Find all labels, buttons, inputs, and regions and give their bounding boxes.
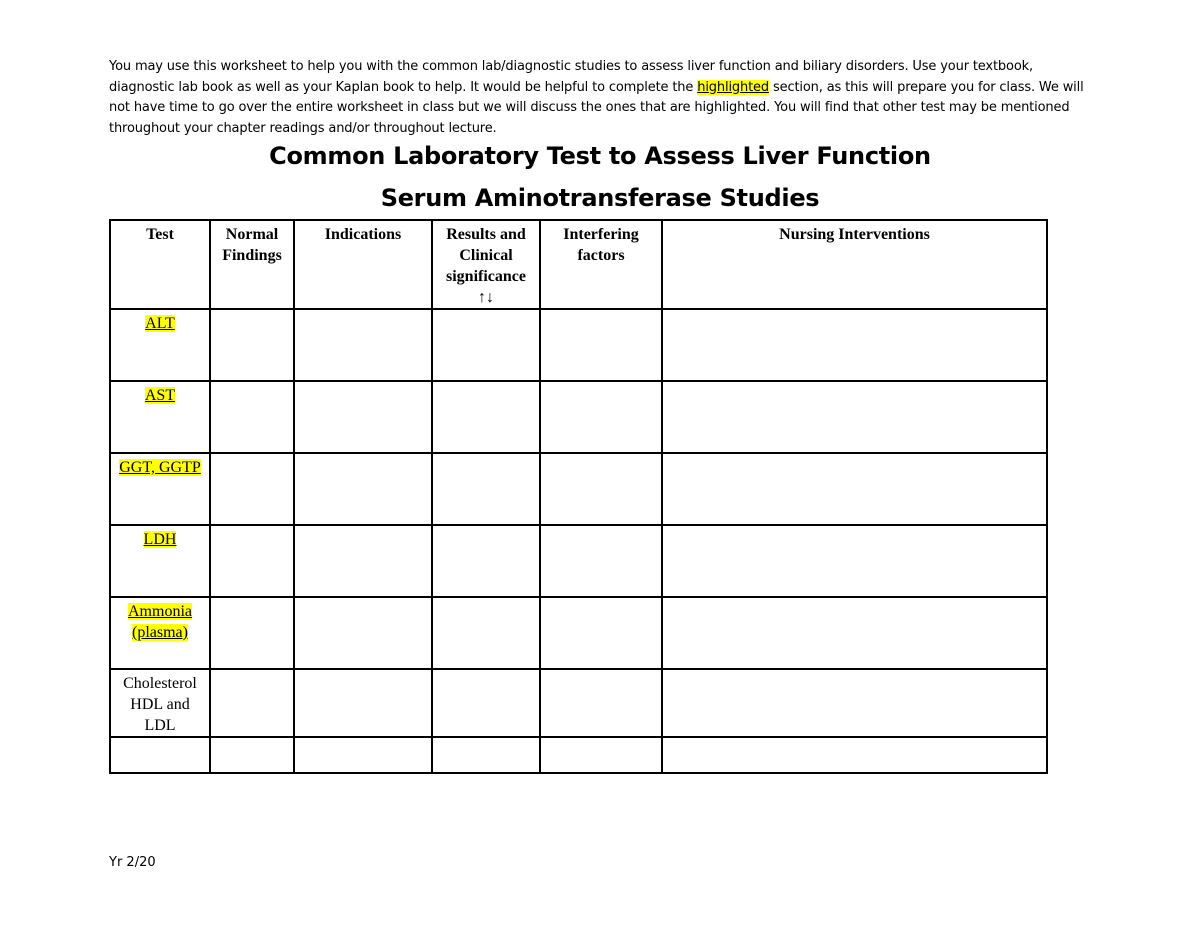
test-name: GGT, GGTP <box>119 459 201 476</box>
test-cell[interactable] <box>110 737 210 773</box>
interfering-factors-cell[interactable] <box>540 381 662 453</box>
test-name: AST <box>144 387 176 404</box>
table-row-ggt <box>110 453 1047 525</box>
header-interfering-factors: Interfering factors <box>540 220 662 309</box>
normal-findings-cell[interactable] <box>210 597 294 669</box>
test-name: ALT <box>145 315 175 332</box>
test-cell <box>110 597 210 669</box>
test-cell <box>110 453 210 525</box>
section-title: Serum Aminotransferase Studies <box>380 184 820 212</box>
normal-findings-cell[interactable] <box>210 381 294 453</box>
test-cell <box>110 309 210 381</box>
test-cell <box>110 669 210 737</box>
header-results <box>432 220 540 309</box>
results-cell[interactable] <box>432 737 540 773</box>
lab-worksheet-table <box>109 219 1048 774</box>
test-name: LDH <box>143 531 177 548</box>
results-cell[interactable] <box>432 669 540 737</box>
intro-paragraph <box>109 57 1099 139</box>
table-row-alt <box>110 309 1047 381</box>
nursing-interventions-cell[interactable] <box>662 381 1047 453</box>
normal-findings-cell[interactable] <box>210 669 294 737</box>
normal-findings-cell[interactable] <box>210 737 294 773</box>
intro-text-after: section, as this will prepare you for class. We will not have time to go over the entire worksheet in class but we will discuss the ones that are highlighted. You will find that other test may be mentioned throughout your chapter readings and/or throughout lecture. <box>109 79 1084 136</box>
indications-cell[interactable] <box>294 597 432 669</box>
nursing-interventions-cell[interactable] <box>662 737 1047 773</box>
nursing-interventions-cell[interactable] <box>662 597 1047 669</box>
highlighted-word: highlighted <box>697 79 769 95</box>
footer-version: Yr 2/20 <box>109 855 156 870</box>
results-cell[interactable] <box>432 453 540 525</box>
nursing-interventions-cell[interactable] <box>662 453 1047 525</box>
indications-cell[interactable] <box>294 669 432 737</box>
interfering-factors-cell[interactable] <box>540 737 662 773</box>
interfering-factors-cell[interactable] <box>540 309 662 381</box>
nursing-interventions-cell[interactable] <box>662 309 1047 381</box>
results-cell[interactable] <box>432 525 540 597</box>
header-results-label: Results and Clinical significance <box>446 226 526 285</box>
interfering-factors-cell[interactable] <box>540 525 662 597</box>
up-down-arrows-icon: ↑↓ <box>478 289 494 306</box>
table-row-ammonia <box>110 597 1047 669</box>
normal-findings-cell[interactable] <box>210 453 294 525</box>
header-test: Test <box>110 220 210 309</box>
indications-cell[interactable] <box>294 453 432 525</box>
normal-findings-cell[interactable] <box>210 525 294 597</box>
indications-cell[interactable] <box>294 525 432 597</box>
table-header-row <box>110 220 1047 309</box>
nursing-interventions-cell[interactable] <box>662 525 1047 597</box>
header-nursing-interventions: Nursing Interventions <box>662 220 1047 309</box>
interfering-factors-cell[interactable] <box>540 453 662 525</box>
header-indications: Indications <box>294 220 432 309</box>
table-row-ldh <box>110 525 1047 597</box>
normal-findings-cell[interactable] <box>210 309 294 381</box>
test-cell <box>110 525 210 597</box>
page-title: Common Laboratory Test to Assess Liver Function <box>269 142 931 170</box>
interfering-factors-cell[interactable] <box>540 597 662 669</box>
test-cell <box>110 381 210 453</box>
intro-text-before: You may use this worksheet to help you with the common lab/diagnostic studies to assess liver function and biliary disorders. Use your textbook, diagnostic lab book as well as your Kaplan book to help. It would be helpful to complete the <box>109 59 1033 95</box>
table-row-blank <box>110 737 1047 773</box>
results-cell[interactable] <box>432 597 540 669</box>
indications-cell[interactable] <box>294 737 432 773</box>
interfering-factors-cell[interactable] <box>540 669 662 737</box>
indications-cell[interactable] <box>294 309 432 381</box>
nursing-interventions-cell[interactable] <box>662 669 1047 737</box>
indications-cell[interactable] <box>294 381 432 453</box>
test-name: Cholesterol HDL and LDL <box>123 675 197 734</box>
header-normal-findings: Normal Findings <box>210 220 294 309</box>
results-cell[interactable] <box>432 309 540 381</box>
table-row-cholesterol <box>110 669 1047 737</box>
table-row-ast <box>110 381 1047 453</box>
test-name: Ammonia (plasma) <box>128 603 192 641</box>
results-cell[interactable] <box>432 381 540 453</box>
